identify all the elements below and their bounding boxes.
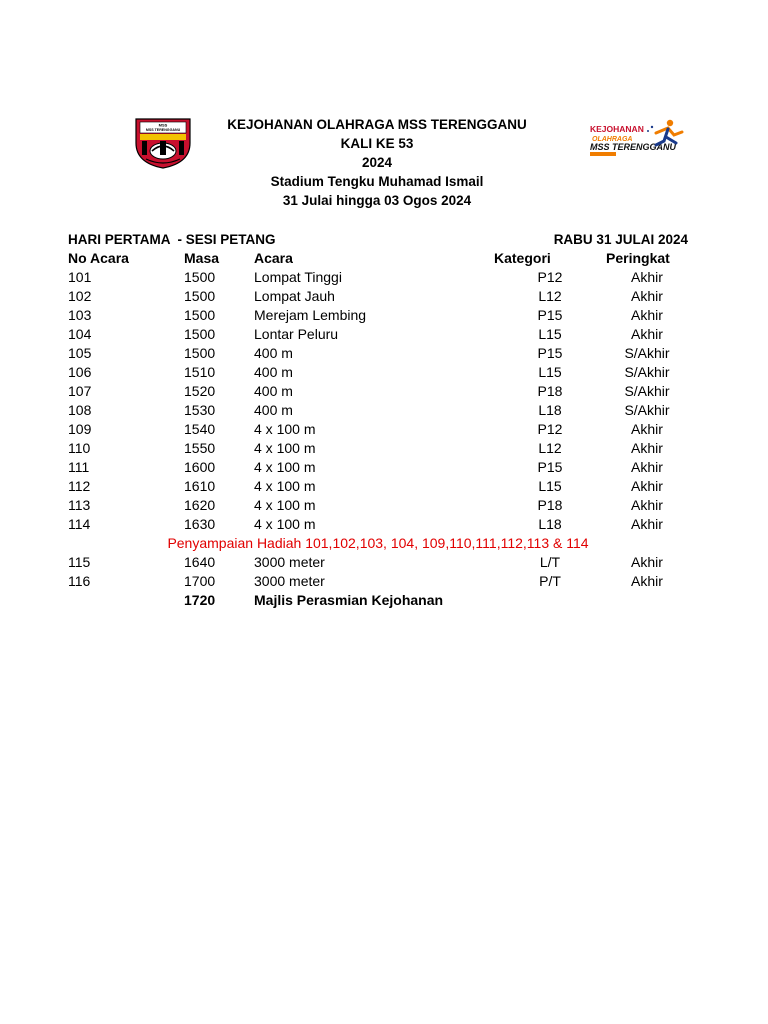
- cell-acara: 400 m: [254, 402, 293, 418]
- session-date: RABU 31 JULAI 2024: [553, 232, 688, 247]
- closing-acara: Majlis Perasmian Kejohanan: [254, 592, 444, 608]
- cell-kategori: L15: [538, 478, 562, 494]
- cell-no: 107: [68, 383, 92, 399]
- cell-acara: 3000 meter: [254, 554, 325, 570]
- cell-no: 110: [68, 440, 91, 456]
- cell-masa: 1510: [184, 364, 216, 380]
- cell-acara: 400 m: [254, 345, 293, 361]
- cell-peringkat: Akhir: [631, 554, 663, 570]
- cell-no: 112: [68, 478, 91, 494]
- table-row: [68, 401, 688, 420]
- cell-kategori: P/T: [539, 573, 561, 589]
- cell-no: 113: [68, 497, 91, 513]
- svg-text:OLAHRAGA: OLAHRAGA: [592, 136, 633, 143]
- cell-acara: 4 x 100 m: [254, 421, 316, 437]
- event-edition: KALI KE 53: [340, 136, 414, 151]
- cell-masa: 1600: [184, 459, 216, 475]
- cell-masa: 1500: [184, 269, 216, 285]
- table-row: [68, 287, 688, 306]
- cell-no: 108: [68, 402, 92, 418]
- cell-kategori: L18: [538, 516, 562, 532]
- event-dates: 31 Julai hingga 03 Ogos 2024: [282, 193, 472, 208]
- svg-text:MSS TERENGGANU: MSS TERENGGANU: [145, 128, 181, 133]
- cell-peringkat: Akhir: [631, 288, 663, 304]
- cell-kategori: L12: [538, 288, 562, 304]
- cell-masa: 1700: [184, 573, 216, 589]
- cell-masa: 1500: [184, 288, 216, 304]
- cell-masa: 1520: [184, 383, 216, 399]
- cell-peringkat: Akhir: [631, 573, 663, 589]
- table-row: [68, 572, 688, 591]
- table-row: [68, 458, 688, 477]
- prize-notice: Penyampaian Hadiah 101,102,103, 104, 109,110,111,112,113 & 114: [167, 535, 589, 551]
- table-row: [68, 363, 688, 382]
- cell-acara: 4 x 100 m: [254, 516, 316, 532]
- event-title: KEJOHANAN OLAHRAGA MSS TERENGGANU: [227, 117, 527, 132]
- cell-acara: 400 m: [254, 364, 293, 380]
- cell-peringkat: Akhir: [631, 497, 663, 513]
- cell-masa: 1500: [184, 326, 216, 342]
- cell-no: 106: [68, 364, 92, 380]
- table-row: [68, 325, 688, 344]
- cell-masa: 1640: [184, 554, 216, 570]
- cell-kategori: L15: [538, 326, 562, 342]
- cell-kategori: P12: [537, 421, 563, 437]
- cell-peringkat: S/Akhir: [624, 345, 670, 361]
- svg-text:MSS TERENGGANU: MSS TERENGGANU: [590, 142, 677, 152]
- cell-acara: Lompat Tinggi: [254, 269, 342, 285]
- kejohanan-olahraga-logo: [586, 115, 686, 161]
- table-header-row: [68, 249, 688, 268]
- cell-kategori: L18: [538, 402, 562, 418]
- cell-masa: 1610: [184, 478, 216, 494]
- event-venue: Stadium Tengku Muhamad Ismail: [270, 174, 484, 189]
- cell-acara: 4 x 100 m: [254, 440, 316, 456]
- event-header: [200, 115, 554, 210]
- cell-masa: 1530: [184, 402, 216, 418]
- cell-peringkat: Akhir: [631, 478, 663, 494]
- cell-no: 116: [68, 573, 91, 589]
- cell-masa: 1500: [184, 307, 216, 323]
- table-row: [68, 382, 688, 401]
- cell-no: 111: [68, 459, 90, 475]
- cell-peringkat: Akhir: [631, 326, 663, 342]
- cell-kategori: P18: [537, 497, 563, 513]
- cell-no: 101: [68, 269, 92, 285]
- cell-masa: 1500: [184, 345, 216, 361]
- session-title: HARI PERTAMA - SESI PETANG: [68, 232, 276, 247]
- table-row: [68, 515, 688, 534]
- cell-acara: 4 x 100 m: [254, 478, 316, 494]
- cell-kategori: P12: [537, 269, 563, 285]
- closing-masa: 1720: [184, 592, 216, 608]
- cell-kategori: L15: [538, 364, 562, 380]
- cell-kategori: P15: [537, 459, 563, 475]
- session-line: [68, 230, 688, 249]
- cell-no: 115: [68, 554, 91, 570]
- cell-peringkat: S/Akhir: [624, 402, 670, 418]
- svg-text:KEJOHANAN: KEJOHANAN: [590, 124, 644, 134]
- table-row: [68, 420, 688, 439]
- cell-acara: Merejam Lembing: [254, 307, 367, 323]
- svg-text:MSS: MSS: [158, 122, 168, 128]
- cell-peringkat: Akhir: [631, 459, 663, 475]
- event-year: 2024: [361, 155, 393, 170]
- table-row: [68, 268, 688, 287]
- table-row: [68, 496, 688, 515]
- cell-acara: 4 x 100 m: [254, 459, 316, 475]
- cell-acara: Lontar Peluru: [254, 326, 339, 342]
- cell-no: 105: [68, 345, 92, 361]
- cell-masa: 1620: [184, 497, 216, 513]
- schedule-table: [68, 249, 688, 610]
- table-row: [68, 306, 688, 325]
- cell-acara: 400 m: [254, 383, 293, 399]
- cell-no: 104: [68, 326, 92, 342]
- cell-kategori: L12: [538, 440, 562, 456]
- cell-masa: 1630: [184, 516, 216, 532]
- cell-acara: 4 x 100 m: [254, 497, 316, 513]
- closing-row: [68, 591, 688, 610]
- prize-notice-row: [68, 534, 688, 553]
- cell-no: 102: [68, 288, 92, 304]
- mss-terengganu-crest-logo: [134, 117, 192, 169]
- cell-peringkat: Akhir: [631, 516, 663, 532]
- cell-peringkat: Akhir: [631, 307, 663, 323]
- col-header-masa: Masa: [184, 250, 220, 266]
- cell-peringkat: S/Akhir: [624, 383, 670, 399]
- cell-acara: 3000 meter: [254, 573, 325, 589]
- cell-peringkat: S/Akhir: [624, 364, 670, 380]
- cell-kategori: L/T: [539, 554, 561, 570]
- table-row: [68, 553, 688, 572]
- table-row: [68, 477, 688, 496]
- col-header-acara: Acara: [254, 250, 293, 266]
- cell-no: 109: [68, 421, 92, 437]
- cell-peringkat: Akhir: [631, 269, 663, 285]
- table-row: [68, 344, 688, 363]
- col-header-no: No Acara: [68, 250, 129, 266]
- col-header-peringkat: Peringkat: [606, 250, 670, 266]
- cell-masa: 1540: [184, 421, 216, 437]
- cell-peringkat: Akhir: [631, 421, 663, 437]
- cell-masa: 1550: [184, 440, 216, 456]
- cell-no: [68, 591, 184, 610]
- cell-kategori: P18: [537, 383, 563, 399]
- cell-kategori: P15: [537, 345, 563, 361]
- cell-no: 103: [68, 307, 92, 323]
- table-row: [68, 439, 688, 458]
- cell-acara: Lompat Jauh: [254, 288, 335, 304]
- cell-no: 114: [68, 516, 91, 532]
- cell-peringkat: Akhir: [631, 440, 663, 456]
- cell-kategori: P15: [537, 307, 563, 323]
- col-header-kategori: Kategori: [494, 250, 551, 266]
